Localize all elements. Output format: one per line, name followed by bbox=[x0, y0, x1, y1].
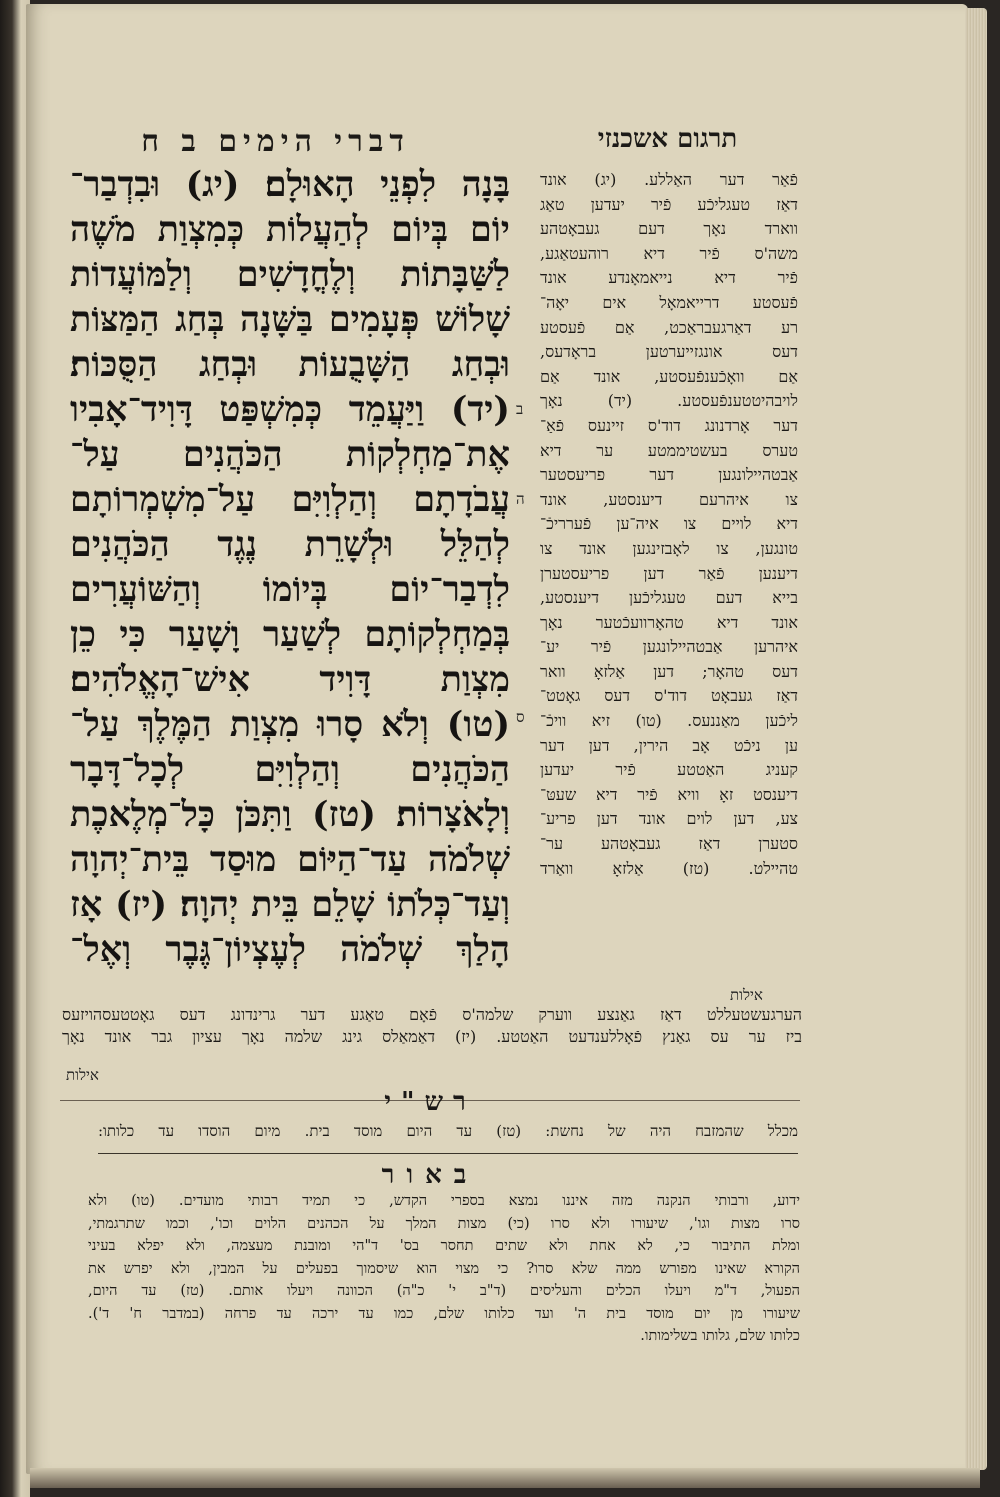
translation-line: אונד דיא טהאָרוועכֿטער נאָך bbox=[540, 612, 798, 632]
translation-line: דאַז געבאָט דוד'ס דעס גאָטט־ bbox=[540, 686, 798, 706]
main-line: הָלַךְ שְׁלֹמֹה לְעֶצְיוֹן־גֶּבֶר וְאֶל־ bbox=[70, 929, 510, 970]
biur-commentary bbox=[88, 1190, 800, 1348]
translation-line: רע דאַרגעבראַכט, אַם פֿעסטע bbox=[540, 317, 798, 337]
catchword-translation: אילות bbox=[66, 1066, 99, 1084]
translation-line: ווארד נאָך דעם געבאָטהע bbox=[540, 219, 798, 239]
translation-line: דער אָרדנונג דוד'ס זיינעס פֿאַ־ bbox=[540, 415, 798, 435]
translation-line: אַבטהיילונגען דער פריעסטער bbox=[540, 465, 798, 485]
german-translation-column bbox=[540, 168, 798, 881]
biur-line: כלותו שלם, גלותו בשלימותו. bbox=[640, 1328, 800, 1344]
biur-line: שיעורו מן יום מוסד בית ה' ועד כלותו שלם, כמו עד ירכה עד פרחה (במדבר ח' ד'). bbox=[88, 1305, 800, 1322]
translation-line: דעס טהאָר; דען אַלזאָ וואר bbox=[540, 661, 798, 681]
translation-line: טהיילט. (טז) אַלזאָ וואַרד bbox=[540, 858, 798, 878]
translation-line: צו איהרעם דיענסטע, אונד bbox=[540, 489, 798, 509]
translation-line: פֿיר דיא נייאמאָנדע אונד bbox=[540, 268, 798, 288]
main-line: וְעַד־כְּלֹתוֹ שָׁלֵם בֵּית יְהוָה׃ (יז) אָז bbox=[70, 884, 510, 925]
biur-line: סרו מצות וגו', שיעורו ולא סרו (כי) מצות המלך על הכהנים הלוים וכו', וכמו שתרגמתי, bbox=[88, 1215, 800, 1232]
translation-line: סטערן דאַז געבאָטהע ער־ bbox=[540, 834, 798, 854]
translation-continuation bbox=[62, 1004, 802, 1048]
translation-line: דאַז טעגליכֿע פֿיר יעדען טאַג bbox=[540, 194, 798, 214]
main-line: וְלָאֹצָרוֹת׃ (טז) וַתִּכֹּן כָּל־מְלֶאכֶת bbox=[70, 794, 510, 835]
main-line: (יד) וַיַּעֲמֵד כְּמִשְׁפַּט דָּוִיד־אָבִיו bbox=[70, 389, 510, 430]
translation-line: משה'ס פֿיר דיא רוהעטאַגע, bbox=[540, 243, 798, 263]
main-line: הַכֹּהֲנִים וְהַלְוִיִּם לְכָל־דָּבָר bbox=[70, 749, 510, 790]
main-line: שְׁלֹמֹה עַד־הַיּוֹם מוּסַד בֵּית־יְהוָה bbox=[70, 839, 510, 880]
biur-line: הפעול, ד"מ ויעלו הכלים והעליסים (ד"ב י' כ"ה) הכוונה ויעלו אותם. (טז) עד היום, bbox=[88, 1283, 800, 1299]
main-line: עֲבֹדָתָם וְהַלְוִיִּם עַל־מִשְׁמְרוֹתָם bbox=[70, 479, 510, 520]
main-line: לַשַּׁבָּתוֹת וְלֶחֳדָשִׁים וְלַמּוֹעֲדוֹת bbox=[70, 254, 510, 295]
translation-line: קעניג האַטטע פֿיר יעדען bbox=[540, 760, 798, 780]
biur-line: ידוע, ורבותי הנקנה מזה איננו נמצא בספרי הקדש, כי תמיד רבותי מועדים. (טו) ולא bbox=[88, 1193, 800, 1209]
translation-line: איהרען אַבטהיילונגען פֿיר יע־ bbox=[540, 637, 798, 657]
biur-heading: באור bbox=[381, 1160, 479, 1190]
hebrew-main-column bbox=[70, 162, 510, 972]
biur-line: ומלת התיבור כי, לא אחת ולא שתים תחסר בס' ד"הי ומובנת מעצמה, ולא יפלא בעיני bbox=[88, 1238, 800, 1254]
margin-note-heh: ה bbox=[516, 490, 525, 508]
translation-line: פֿעסטע דרייאמאָל אים יאָה־ bbox=[540, 292, 798, 312]
main-line: בְּמַחְלְקוֹתָם לְשַׁעַר וָשָׁעַר כִּי כֵן bbox=[70, 614, 510, 655]
main-line: אֶת־מַחְלְקוֹת הַכֹּהֲנִים עַל־ bbox=[70, 434, 510, 475]
main-line: לִדְבַר־יוֹם בְּיוֹמוֹ וְהַשּׁוֹעֲרִים bbox=[70, 569, 510, 610]
main-line: וּבְחַג הַשָּׁבֻעוֹת וּבְחַג הַסֻּכּוֹת׃ bbox=[70, 344, 510, 385]
biur-line: הקורא שאינו מפורש ממה שלא סרו? כי מצוי הוא שיסמוך בפעלים על המבין, ולא יפרש את bbox=[88, 1260, 800, 1277]
main-line: יוֹם בְּיוֹם לְהַעֲלוֹת כְּמִצְוַת מֹשֶׁה bbox=[70, 209, 510, 250]
translation-line: פֿאַר דער האַללע. (יג) אונד bbox=[540, 170, 798, 189]
margin-note-samekh: ס bbox=[516, 708, 525, 726]
translation-full-line: ביז ער עס גאַנץ פֿאָללענדעט האַטטע. (יז) דאַמאַלס גינג שלמה נאָך עציון גבר אונד נאָך bbox=[62, 1027, 802, 1046]
catchword-main: אילות bbox=[730, 986, 763, 1004]
translation-line: לויבהיטטענפֿעסטע. (יד) נאָך bbox=[540, 391, 798, 411]
translation-line: צע, דען לוים אונד דען פריע־ bbox=[540, 809, 798, 829]
translation-line: ען ניכֿט אָב הירין, דען דער bbox=[540, 735, 798, 755]
page-stack-edge bbox=[965, 8, 987, 1470]
margin-note-bet: ב bbox=[516, 400, 524, 418]
translation-line: דעס אונגזייערטען בראָדעס, bbox=[540, 342, 798, 362]
translation-line: טונגען, צו לאָבזינגען אונד צו bbox=[540, 538, 798, 558]
rule-above-biur bbox=[98, 1153, 798, 1154]
translation-full-line: הערגעשטעללט דאַז גאַנצע ווערק שלמה'ס פֿאָם טאַגע דער גרינדונג דעס גאָטטעסהויזעס bbox=[62, 1005, 802, 1024]
main-line: (טו) וְלֹא סָרוּ מִצְוַת הַמֶּלֶךְ עַל־ bbox=[70, 704, 510, 745]
rashi-heading: רש"י bbox=[384, 1087, 476, 1117]
translation-line: טערס בעשטיממטע ער דיא bbox=[540, 440, 798, 460]
running-title-translation: תרגום אשכנזי bbox=[597, 124, 738, 154]
running-title-main: דברי הימים ב ח bbox=[141, 124, 410, 159]
main-line: בָּנָה לִפְנֵי הָאוּלָם׃ (יג) וּבִדְבַר־ bbox=[70, 164, 510, 205]
translation-line: דיענסט זאָ וויא פֿיר דיא שעטּ־ bbox=[540, 784, 798, 804]
page-bottom-edge bbox=[30, 1468, 980, 1488]
translation-line: אַם וואָכֿענפֿעסטע, אונד אַם bbox=[540, 366, 798, 386]
main-line: מִצְוַת דָּוִיד אִישׁ־הָאֱלֹהִים׃ bbox=[70, 659, 510, 700]
translation-line: בייא דעם טעגליכֿען דיענסטע, bbox=[540, 588, 798, 608]
rashi-commentary: מכלל שהמזבח היה של נחשת: (טז) עד היום מוסד בית. מיום הוסדו עד כלותו: bbox=[98, 1122, 798, 1140]
main-line: לְהַלֵּל וּלְשָׁרֵת נֶגֶד הַכֹּהֲנִים bbox=[70, 524, 510, 565]
main-line: שָׁלוֹשׁ פְּעָמִים בַּשָּׁנָה בְּחַג הַמַּצּוֹת bbox=[70, 299, 510, 340]
translation-line: ליכֿען מאַננעס. (טו) זיא וויכֿ־ bbox=[540, 711, 798, 731]
translation-line: דיא לויים צו איה־ען פֿערריכֿ־ bbox=[540, 514, 798, 534]
translation-line: דיענען פֿאַר דען פריעסטערן bbox=[540, 563, 798, 583]
